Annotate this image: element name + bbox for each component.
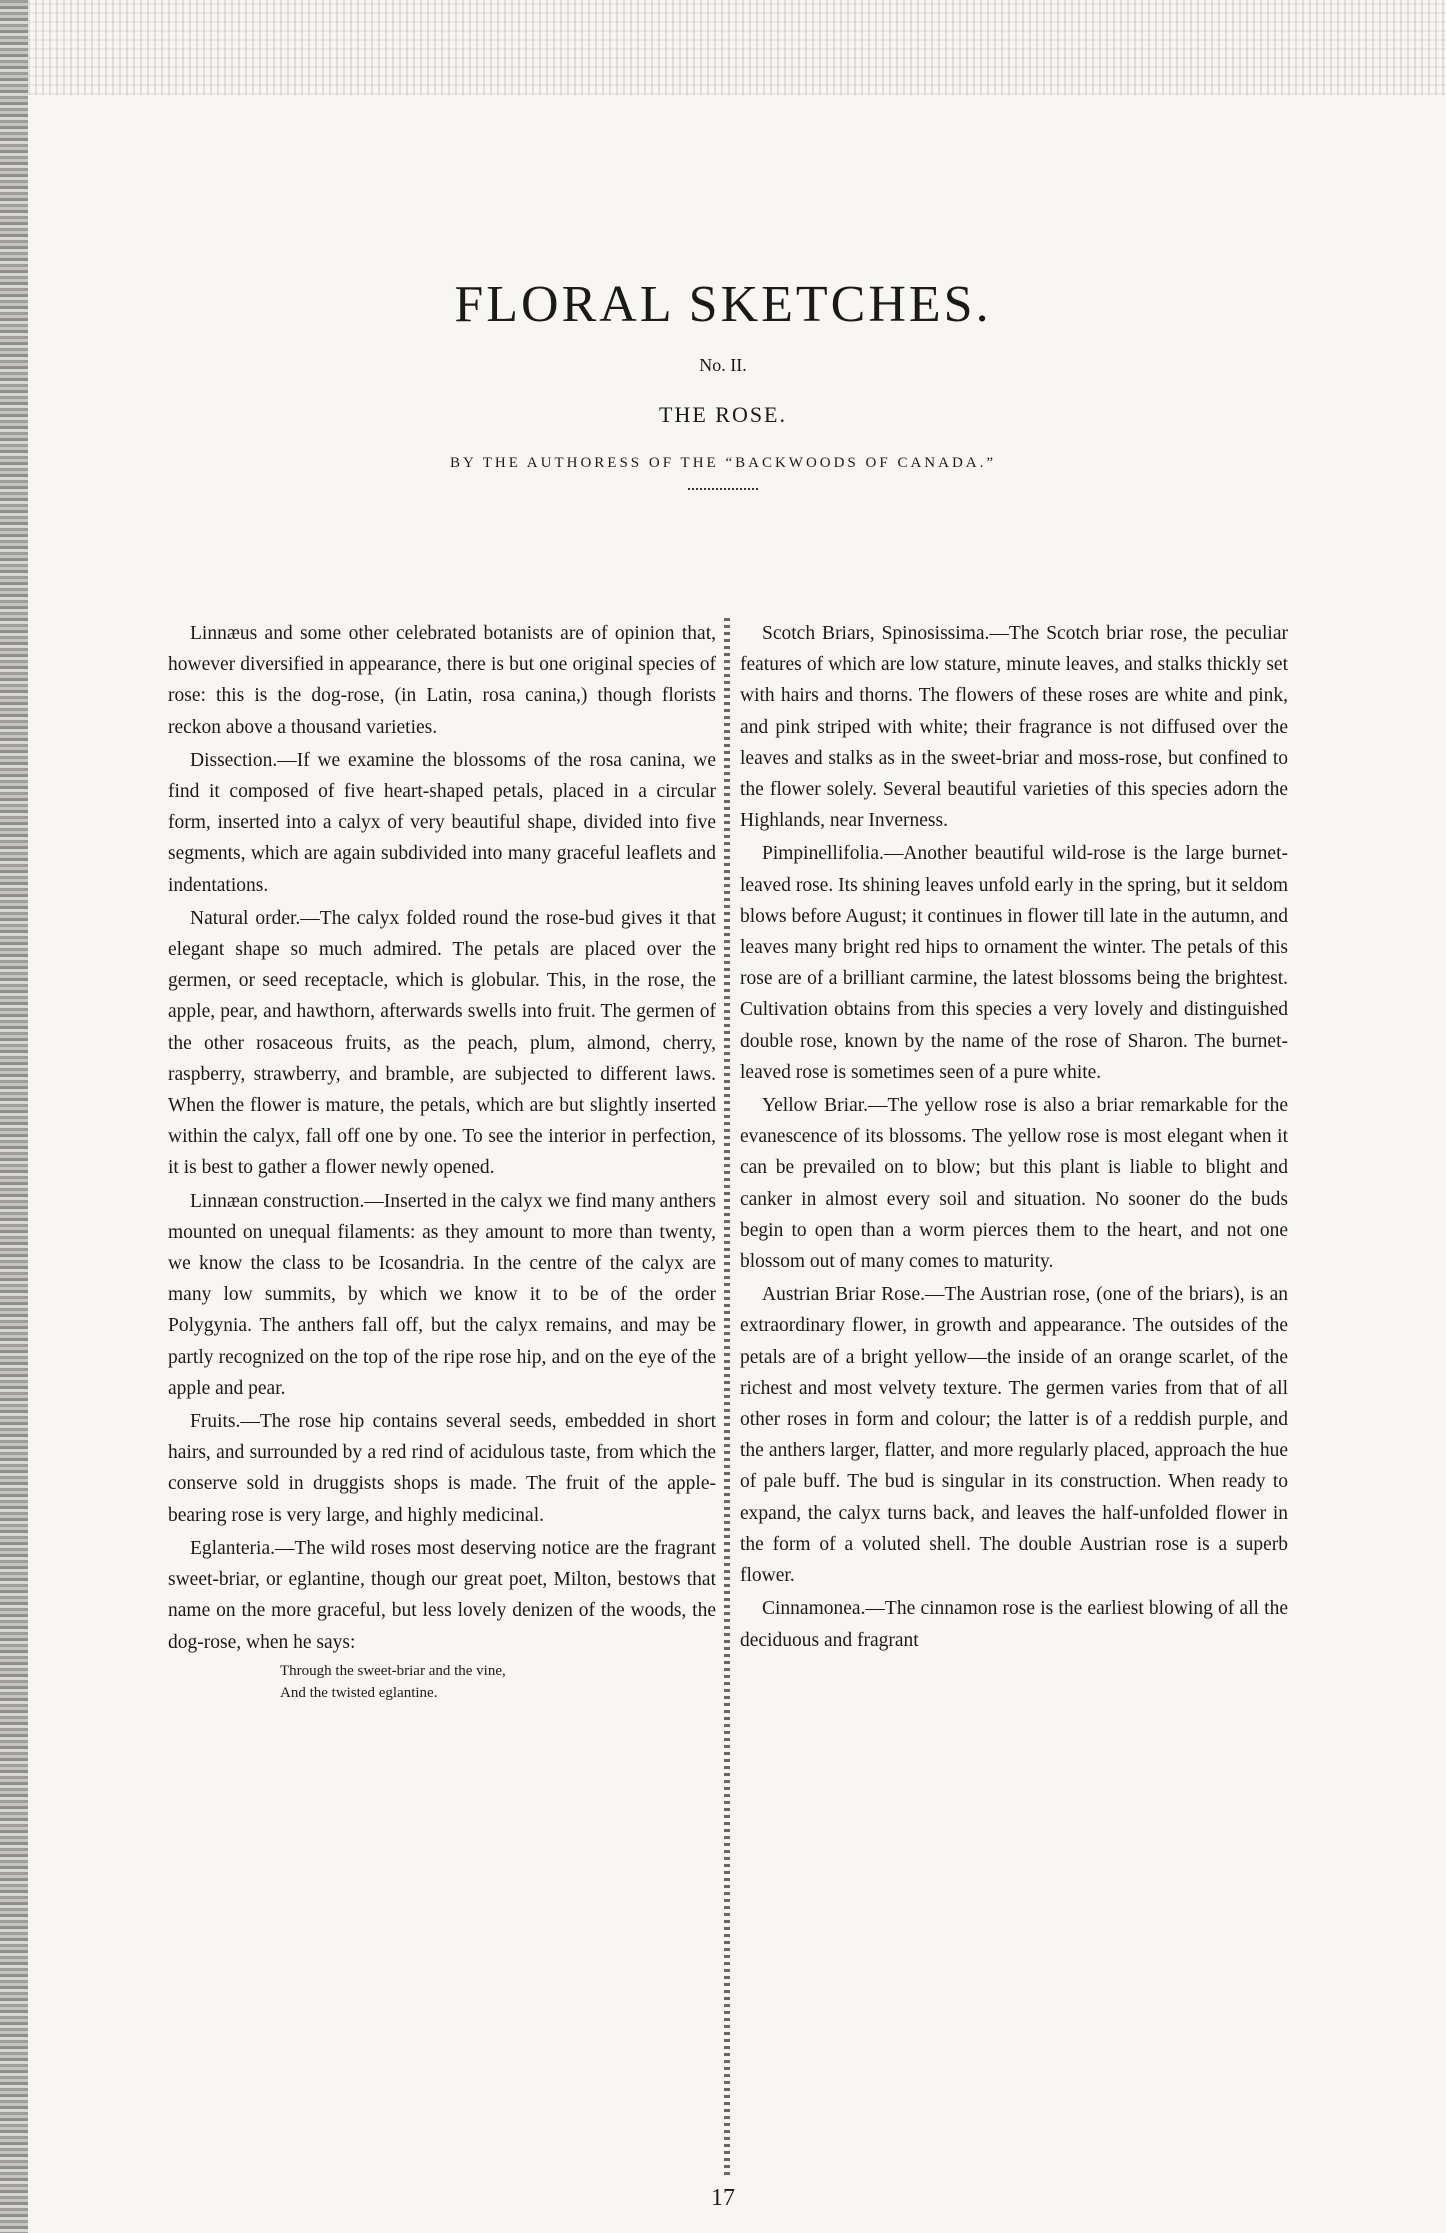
paragraph: Pimpinellifolia.—Another beautiful wild-rose is the large burnet-leaved rose. Its shining leaves unfold early in the spring, but it seldom blows before August; it continues in flower till late in the autumn, and leaves many bright red hips to ornament the winter. The petals of this rose are of a brilliant carmine, the latest blossoms being the brightest. Cultivation obtains from this species a very lovely and distinguished double rose, known by the name of the rose of Sharon. The burnet-leaved rose is sometimes seen of a pure white. [740, 843, 1288, 1083]
article-subtitle: THE ROSE. [659, 402, 787, 427]
verse-line: And the twisted eglantine. [280, 1684, 438, 1701]
article-header [0, 270, 1446, 494]
paragraph: Scotch Briars, Spinosissima.—The Scotch briar rose, the peculiar features of which are low stature, minute leaves, and stalks thickly set with hairs and thorns. The flowers of these roses are white and pink, and pink striped with white; their fragrance is not diffused over the leaves and stalks as in the sweet-briar and moss-rose, but confined to the flower solely. Several beautiful varieties of this species adorn the Highlands, near Inverness. [740, 623, 1288, 832]
paragraph: Cinnamonea.—The cinnamon rose is the earliest blowing of all the deciduous and fragrant [740, 1598, 1288, 1651]
paragraph: Yellow Briar.—The yellow rose is also a briar remarkable for the evanescence of its blossoms. The yellow rose is most elegant when it can be prevailed on to blow; but this plant is liable to blight and canker in almost every soil and situation. No sooner do the buds begin to open than a worm pierces them to the heart, and not one blossom out of many comes to maturity. [740, 1095, 1288, 1273]
paragraph: Natural order.—The calyx folded round the rose-bud gives it that elegant shape so much admired. The petals are placed over the germen, or seed receptacle, which is globular. This, in the rose, the apple, pear, and hawthorn, afterwards swells into fruit. The germen of the other rosaceous fruits, as the peach, plum, almond, cherry, raspberry, strawberry, and bramble, are subjected to different laws. When the flower is mature, the petals, which are but slightly inserted within the calyx, fall off one by one. To see the interior in perfection, it is best to gather a flower newly opened. [168, 907, 716, 1179]
verse-line: Through the sweet-briar and the vine, [280, 1662, 506, 1679]
left-column [168, 618, 716, 2188]
paragraph: Linnæan construction.—Inserted in the calyx we find many anthers mounted on unequal filaments: as they amount to more than twenty, we know the class to be Icosandria. In the centre of the calyx are many low summits, by which we know it to be of the order Polygynia. The anthers fall off, but the calyx remains, and may be partly recognized on the top of the ripe rose hip, and on the eye of the apple and pear. [168, 1190, 716, 1399]
paragraph: Austrian Briar Rose.—The Austrian rose, (one of the briars), is an extraordinary flower, in growth and appearance. The outsides of the petals are of a bright yellow—the inside of an orange scarlet, of the richest and most velvety texture. The germen varies from that of all other roses in form and colour; the latter is of a reddish purple, and the anthers larger, flatter, and more regularly placed, approach the hue of pale buff. The bud is singular in its construction. When ready to expand, the calyx turns back, and leaves the half-unfolded flower in the form of a voluted shell. The double Austrian rose is a superb flower. [740, 1284, 1288, 1587]
paragraph: Fruits.—The rose hip contains several seeds, embedded in short hairs, and surrounded by a red rind of acidulous taste, from which the conserve sold in druggists shops is made. The fruit of the apple-bearing rose is very large, and highly medicinal. [168, 1411, 716, 1526]
paragraph: Linnæus and some other celebrated botanists are of opinion that, however diversified in appearance, there is but one original species of rose: this is the dog-rose, (in Latin, rosa canina,) though florists reckon above a thousand varieties. [168, 623, 716, 738]
article-number: No. II. [699, 355, 747, 375]
article-byline: BY THE AUTHORESS OF THE “BACKWOODS OF CANADA.” [449, 455, 997, 471]
article-title: FLORAL SKETCHES. [454, 276, 992, 333]
page-number: 17 [711, 2185, 735, 2211]
decorative-flourish [688, 488, 758, 494]
paragraph: Eglanteria.—The wild roses most deserving notice are the fragrant sweet-briar, or eglantine, though our great poet, Milton, bestows that name on the more graceful, but less lovely denizen of the woods, the dog-rose, when he says: [168, 1537, 716, 1653]
scan-noise [28, 0, 1446, 95]
paragraph: Dissection.—If we examine the blossoms of the rosa canina, we find it composed of five heart-shaped petals, placed in a circular form, inserted into a calyx of very beautiful shape, divided into five segments, which are again subdivided into many graceful leaflets and indentations. [168, 749, 716, 896]
right-column [740, 618, 1288, 2188]
column-divider [724, 618, 730, 2178]
